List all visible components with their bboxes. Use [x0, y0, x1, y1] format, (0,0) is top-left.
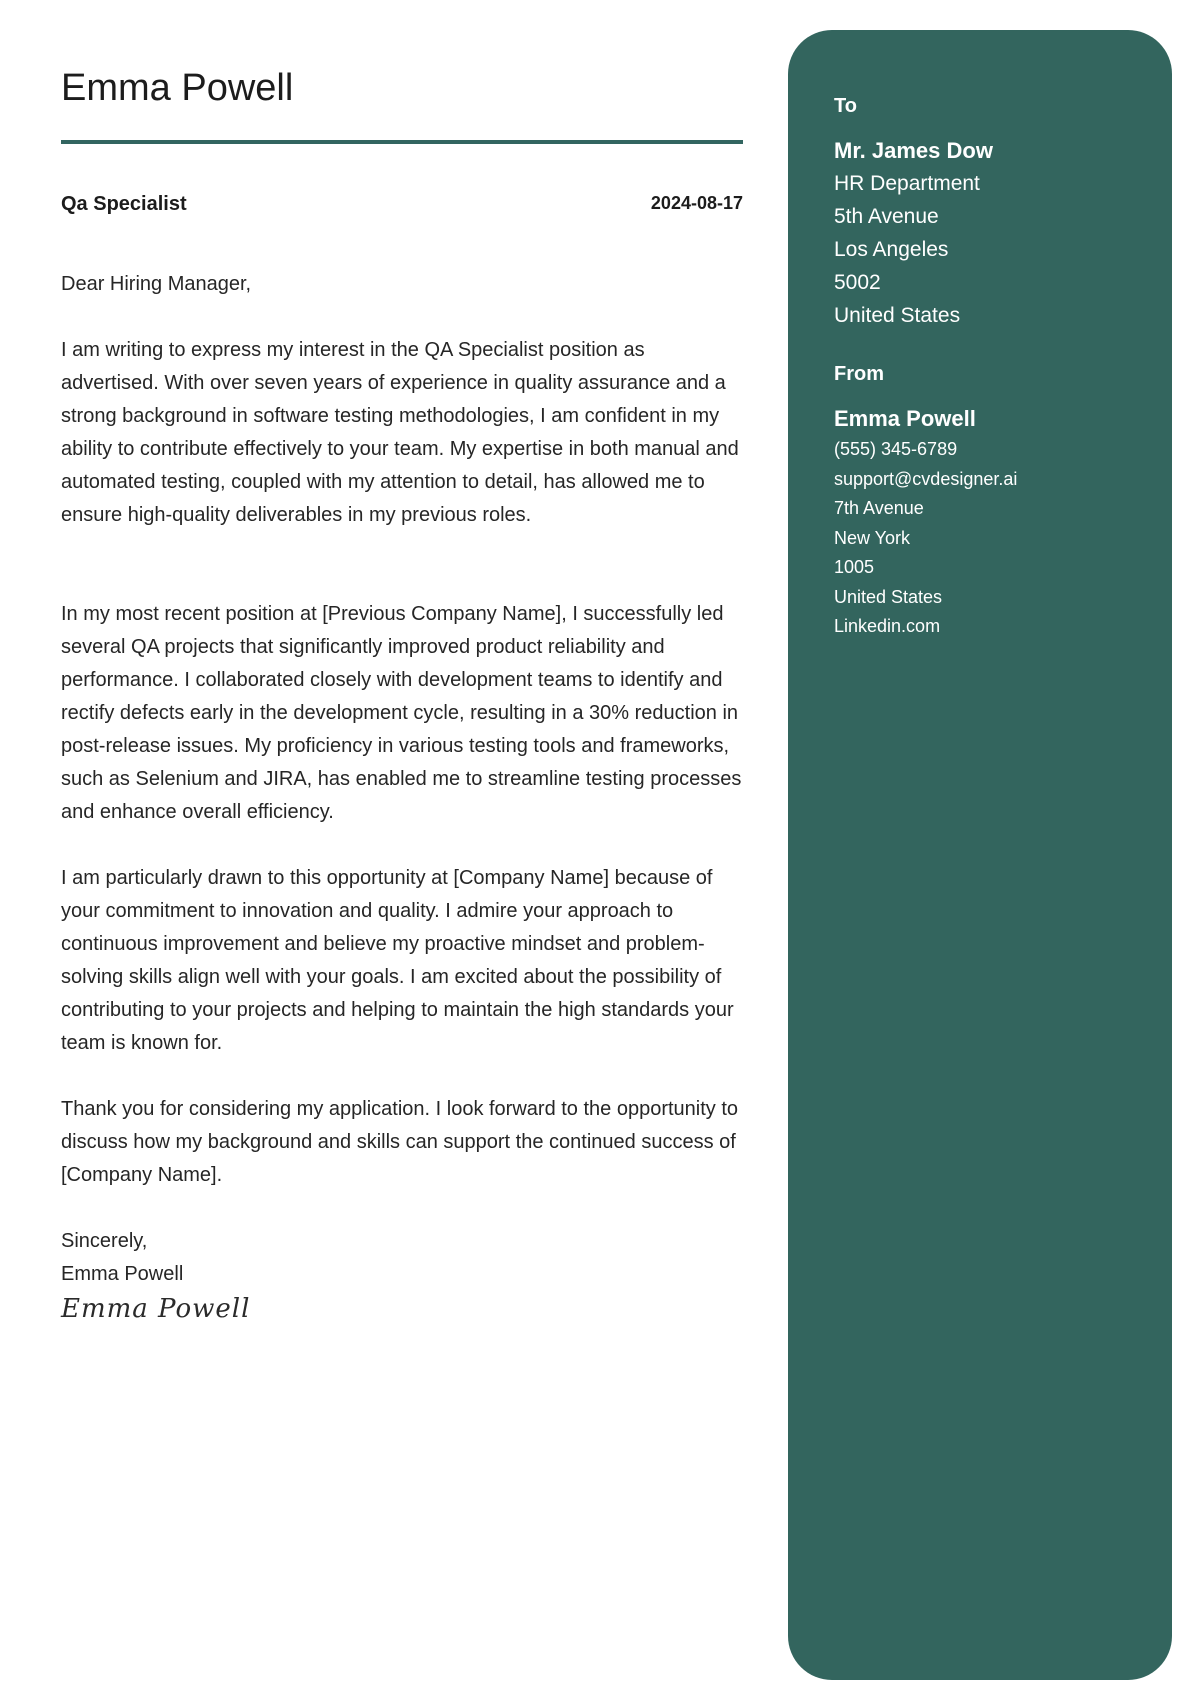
- letter-paragraph-3: I am particularly drawn to this opportunity at [Company Name] because of your commitment to innovation and quality. I admire your approach to continuous improvement and believe my proactive mindset and problem-solving skills align well with your goals. I am excited about the possibility of contributing to your projects and helping to maintain the high standards your team is known for.: [61, 867, 734, 1054]
- contact-sidebar-content: [834, 92, 1154, 642]
- sender-zip: 1005: [834, 557, 875, 577]
- recipient-street: 5th Avenue: [834, 205, 939, 228]
- sender-country: United States: [834, 586, 943, 607]
- sender-email[interactable]: support@cvdesigner.ai: [834, 468, 1018, 489]
- recipient-department: HR Department: [834, 172, 980, 195]
- letter-paragraph-4: Thank you for considering my application. I look forward to the opportunity to discuss how my background and skills can support the continued success of [Company Name].: [61, 1098, 739, 1186]
- to-heading: To: [834, 95, 857, 117]
- salutation: Dear Hiring Manager,: [61, 273, 252, 295]
- sender-phone: (555) 345-6789: [834, 439, 958, 459]
- letter-paragraph-2: In my most recent position at [Previous Company Name], I successfully led several QA projects that significantly improved product reliability and performance. I collaborated closely with development teams to identify and rectify defects early in the development cycle, resulting in a 30% reduction in post-release issues. My proficiency in various testing tools and frameworks, such as Selenium and JIRA, has enabled me to streamline testing processes and enhance overall efficiency.: [61, 603, 742, 823]
- sender-street: 7th Avenue: [834, 498, 924, 518]
- recipient-name: Mr. James Dow: [834, 138, 993, 163]
- contact-sidebar: [788, 30, 1172, 1680]
- closing-phrase: Sincerely,: [61, 1230, 148, 1252]
- sender-website-link[interactable]: Linkedin.com: [834, 616, 941, 636]
- section-spacer: [834, 332, 1154, 360]
- recipient-country: United States: [834, 304, 961, 327]
- recipient-city: Los Angeles: [834, 238, 949, 261]
- closing-name: Emma Powell: [61, 1263, 184, 1285]
- letter-body: [61, 268, 743, 1327]
- job-title: Qa Specialist: [61, 193, 187, 215]
- from-heading: From: [834, 363, 884, 385]
- recipient-zip: 5002: [834, 271, 881, 294]
- letter-date: 2024-08-17: [650, 193, 743, 213]
- header-divider: [61, 140, 743, 144]
- sender-city: New York: [834, 527, 911, 548]
- applicant-name: Emma Powell: [61, 67, 294, 109]
- sender-name: Emma Powell: [834, 406, 976, 431]
- handwritten-signature: Emma Powell: [61, 1294, 251, 1324]
- letter-paragraph-1: I am writing to express my interest in the QA Specialist position as advertised. With over seven years of experience in quality assurance and a strong background in software testing methodologies, I am confident in my ability to contribute effectively to your team. My expertise in both manual and automated testing, coupled with my attention to detail, has allowed me to ensure high-quality deliverables in my previous roles.: [61, 339, 739, 526]
